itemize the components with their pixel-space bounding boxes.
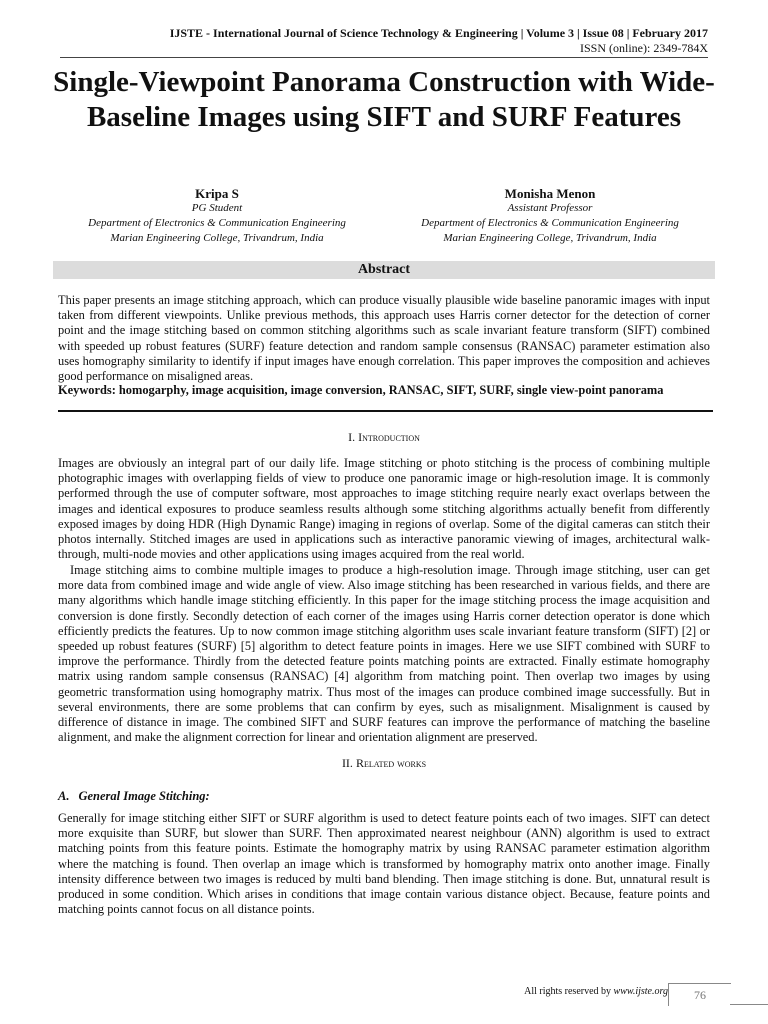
issn-line: ISSN (online): 2349-784X: [580, 41, 708, 55]
author-college: Marian Engineering College, Trivandrum, India: [110, 232, 324, 244]
section-number: II.: [341, 756, 353, 770]
section-heading-related-works: [0, 756, 768, 770]
section-title: Related works: [355, 756, 427, 770]
subsection-title: General Image Stitching:: [78, 789, 210, 803]
abstract-divider: [58, 410, 713, 412]
introduction-paragraph: Image stitching aims to combine multiple images to produce a high-resolution image. Through image stitching, user can get more data from combined image and wide angle of view. Also image stitching has been researched in various fields, and there are many algorithms which handle image stitching efficiently. In this paper for the image stitching process the image acquisition and conversion is done firstly. Secondly detection of each corner of the images using Harris corner detection operator is done which efficiently predicts the features. Up to now common image stitching algorithm uses scale invariant feature transform (SIFT) [2] or speeded up robust features (SURF) [5] algorithm to detect feature points in images. Here we use SIFT combined with SURF to improve the performance. Thirdly from the detected feature points matching points are extracted. Finally estimate homography matrix using random sample consensus (RANSAC) [4] algorithm from matching point. Then overlap two images by using geometric transformation using homography matrix. Thus most of the images can produce combined image successfully. But in several environments, there are some problems that can confirm by eyes, such as misalignment. Misalignment is caused by difference of distance in image. The combined SIFT and SURF features can improve the performance of matching the baseline alignment, and make the alignment correction for linear and orientation alignment are preserved.: [58, 563, 710, 745]
author-role: PG Student: [191, 202, 243, 214]
introduction-paragraph: Images are obviously an integral part of our daily life. Image stitching or photo stitching is the process of combining multiple photographic images with overlapping fields of view to produce one panoramic image or high-resolution image. It is commonly performed through the use of computer software, most approaches to image stitching require nearly exact overlaps between the images and identical exposures to produce seamless results although some stitching algorithms actually benefit from differently exposed images by doing HDR (High Dynamic Range) imaging in regions of overlap. Some of the digital cameras can stitch their photos internally. Stitched images are used in applications such as interactive panoramic viewing of images, architectural walk-through, multi-node movies and other applications using images acquired from the real world.: [58, 456, 710, 562]
footer-divider: [730, 1004, 768, 1005]
subsection-heading: [58, 789, 210, 804]
keywords: Keywords: homogarphy, image acquisition, image conversion, RANSAC, SIFT, SURF, single view-point panorama: [58, 383, 664, 397]
author-department: Department of Electronics & Communication Engineering: [421, 217, 679, 229]
author-name: Monisha Menon: [504, 186, 596, 201]
header-divider: [60, 57, 708, 58]
author-block-2: [390, 186, 710, 246]
author-college: Marian Engineering College, Trivandrum, India: [443, 232, 657, 244]
page-number: 76: [668, 983, 731, 1006]
section-heading-introduction: [0, 430, 768, 444]
paper-title: Single-Viewpoint Panorama Construction with Wide-Baseline Images using SIFT and SURF Features: [53, 66, 715, 133]
footer-rights: [524, 986, 668, 998]
section-number: I.: [348, 430, 356, 444]
author-role: Assistant Professor: [507, 202, 593, 214]
subsection-letter: A.: [58, 789, 70, 803]
footer-url-link[interactable]: www.ijste.org: [613, 986, 668, 997]
author-department: Department of Electronics & Communication Engineering: [88, 217, 346, 229]
section-title: Introduction: [358, 430, 420, 444]
author-name: Kripa S: [195, 186, 239, 201]
rights-text: All rights reserved by: [524, 986, 612, 997]
related-works-paragraph: Generally for image stitching either SIFT or SURF algorithm is used to detect feature points each of two images. SIFT can detect more exquisite than SURF, but slower than SURF. Then approximated nearest neighbour (ANN) algorithm is used to extract matching points from this feature points. Estimate the homography matrix by using RANSAC parameter estimation algorithm where the matching is found. Then overlap an image which is transformed by homography matrix onto another image. Finally intensity difference between two images is reduced by multi band blending. Then image stitching is done. But, unnatural result is produced in some condition. Which arises in conditions that image contain various distance object. Because, feature points and matching points cannot focus on all distance points.: [58, 811, 710, 917]
abstract-text: This paper presents an image stitching approach, which can produce visually plausible wide baseline panoramic images with input taken from different viewpoints. Unlike previous methods, this approach uses Harris corner detector for the detection of corner point and the image stitching based on common stitching algorithms such as scale invariant feature transform (SIFT) combined with speeded up robust features (SURF) feature detection and random sample consensus (RANSAC) parameter estimation also uses homography similarity to identify if input images have enough correlation. This paper improves the composition and achieves good performance on misaligned areas.: [58, 293, 710, 384]
author-block-1: [57, 186, 377, 246]
abstract-heading: Abstract: [53, 261, 715, 279]
journal-header: IJSTE - International Journal of Science Technology & Engineering | Volume 3 | Issue 08 | February 2017: [169, 26, 708, 40]
